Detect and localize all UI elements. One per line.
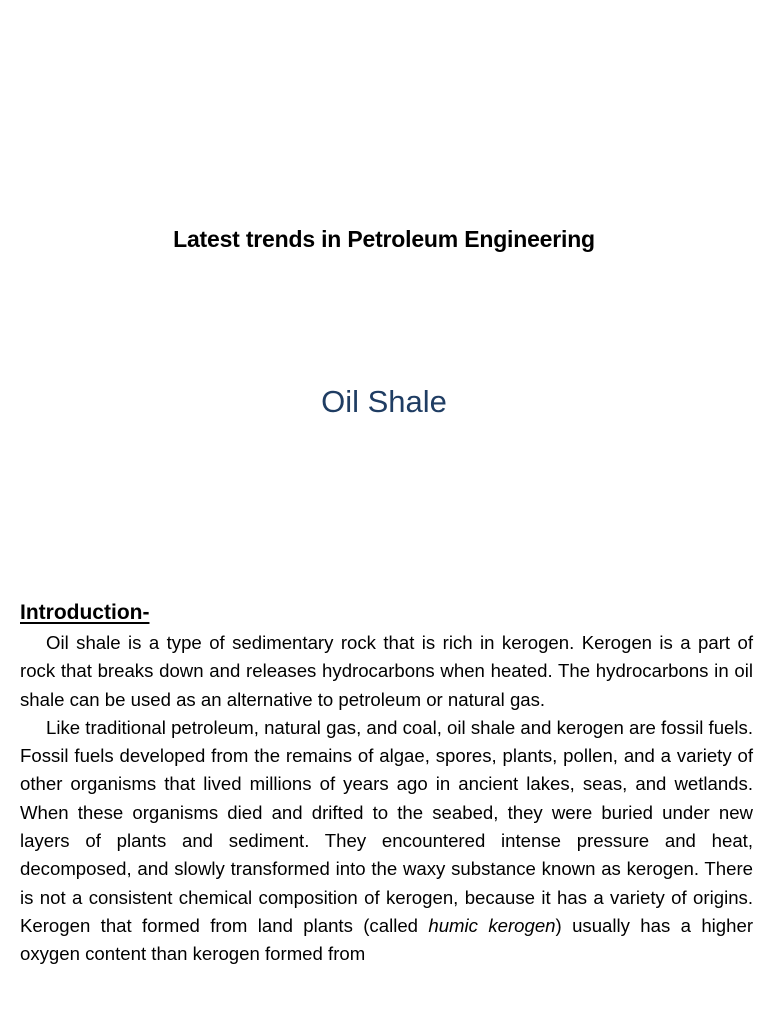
paragraph-2: [20, 714, 753, 969]
paragraph-1: Oil shale is a type of sedimentary rock that is rich in kerogen. Kerogen is a part of rock that breaks down and releases hydrocarbons when heated. The hydrocarbons in oil shale can be used as an alternative to petroleum or natural gas.: [20, 632, 753, 710]
paragraph-2-italic-term: humic kerogen: [428, 914, 556, 936]
paragraph-2-start: Like traditional petroleum, natural gas, and coal, oil shale and kerogen are fossil fuels. Fossil fuels developed from the remains of algae, spores, plants, pollen, and a variety of other organisms that lived millions of years ago in ancient lakes, seas, and wetlands. When these organisms died and drifted to the seabed, they were buried under new layers of plants and sediment. They encountered intense pressure and heat, decomposed, and slowly transformed into the waxy substance known as kerogen. There is not a consistent chemical composition of kerogen, because it has a variety of origins. Kerogen that formed from land plants (called: [20, 716, 753, 936]
document-title: Latest trends in Petroleum Engineering: [173, 226, 595, 252]
section-heading-introduction: Introduction-: [20, 601, 150, 624]
paragraph-2-end: ) usually has a higher oxygen content than kerogen formed from: [20, 914, 754, 965]
body-text: [20, 629, 753, 969]
document-subtitle: Oil Shale: [321, 384, 447, 419]
